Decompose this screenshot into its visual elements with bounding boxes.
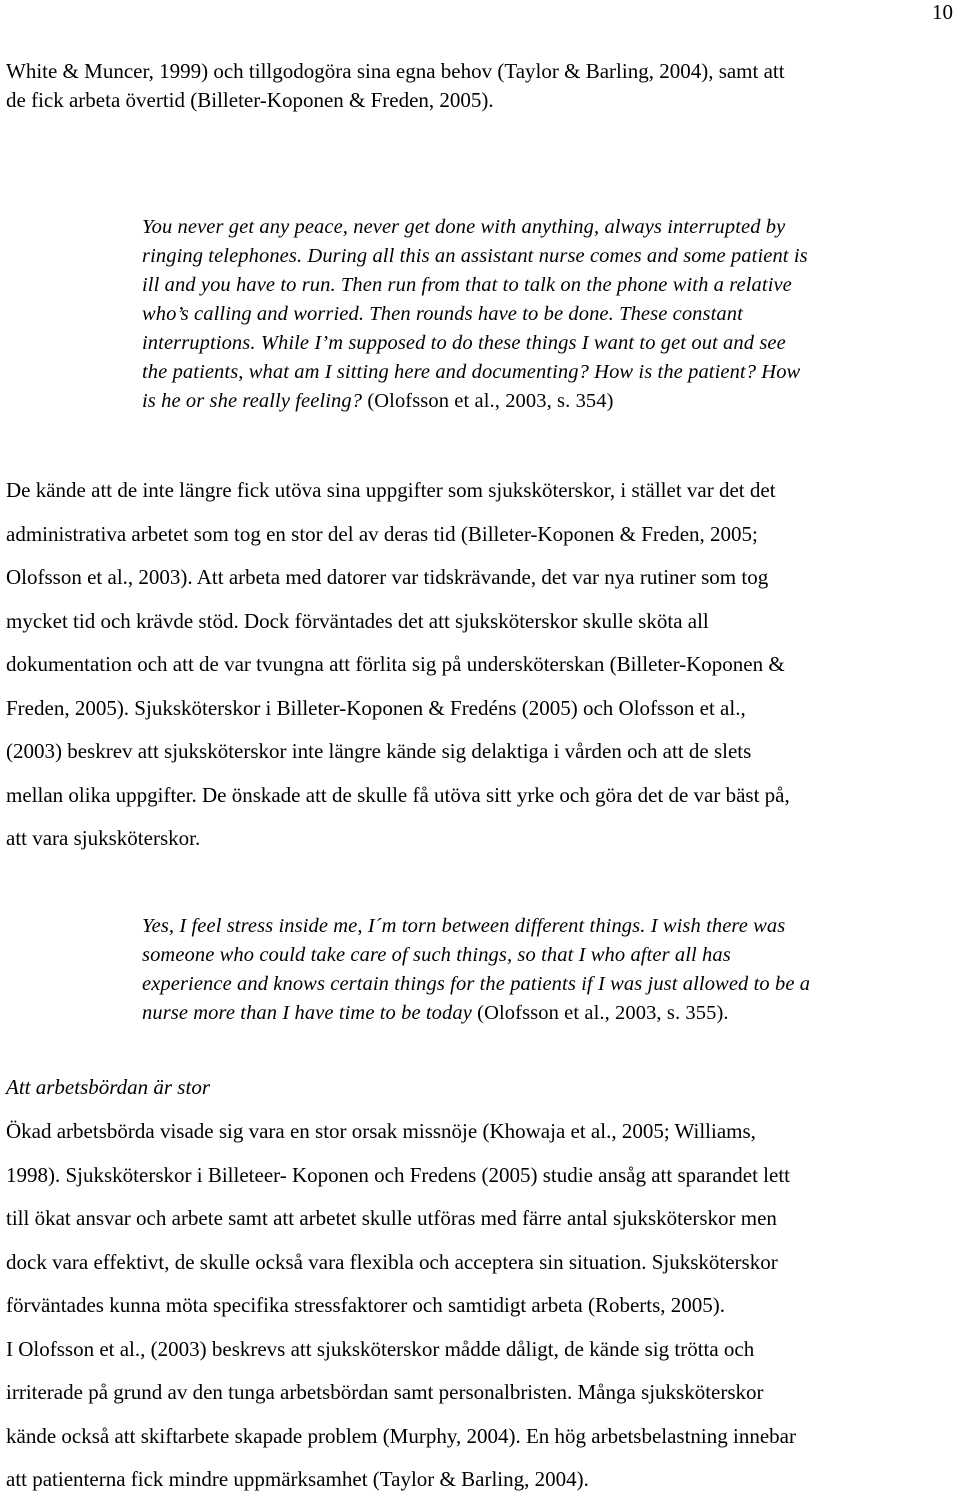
text-line: 1998). Sjuksköterskor i Billeteer- Koponen och Fredens (2005) studie ansåg att sparandet lett (6, 1162, 790, 1187)
quote-line: the patients, what am I sitting here and documenting? How is the patient? How (142, 361, 801, 383)
quote-last-line (142, 387, 958, 416)
page-number: 10 (932, 0, 953, 24)
body-paragraph-2 (6, 1110, 956, 1502)
quote-line: ringing telephones. During all this an assistant nurse comes and some patient is (142, 245, 808, 267)
text-line: förväntades kunna möta specifika stressfaktorer och samtidigt arbeta (Roberts, 2005). (6, 1293, 726, 1317)
body-paragraph-1 (6, 469, 956, 861)
text-line: Freden, 2005). Sjuksköterskor i Billeter-Koponen & Fredéns (2005) och Olofsson et al., (6, 695, 746, 720)
intro-paragraph (6, 57, 956, 115)
quote-line: experience and knows certain things for the patients if I was just allowed to be a (142, 973, 811, 995)
quote-line: interruptions. While I’m supposed to do these things I want to get out and see (142, 332, 786, 354)
text-line: Olofsson et al., 2003). Att arbeta med datorer var tidskrävande, det var nya rutiner som tog (6, 565, 769, 589)
text-line: White & Muncer, 1999) och tillgodogöra sina egna behov (Taylor & Barling, 2004), samt att (6, 59, 785, 83)
text-line: De kände att de inte längre fick utöva sina uppgifter som sjuksköterskor, i stället var det det (6, 478, 776, 502)
text-line: till ökat ansvar och arbete samt att arbetet skulle utföras med färre antal sjuksköterskor men (6, 1206, 777, 1230)
text-line: mycket tid och krävde stöd. Dock förväntades det att sjuksköterskor skulle sköta all (6, 608, 709, 633)
quote-citation: (Olofsson et al., 2003, s. 355). (471, 1002, 729, 1024)
quote-last-line (142, 999, 958, 1028)
section-heading: Att arbetsbördan är stor (6, 1075, 210, 1099)
text-line: (2003) beskrev att sjuksköterskor inte längre kände sig delaktiga i vården och att de slets (6, 739, 752, 763)
text-line: att vara sjuksköterskor. (6, 826, 201, 850)
text-line: att patienterna fick mindre uppmärksamhet (Taylor & Barling, 2004). (6, 1467, 589, 1491)
quote-line: Yes, I feel stress inside me, I´m torn between different things. I wish there was (142, 915, 786, 937)
text-line: kände också att skiftarbete skapade problem (Murphy, 2004). En hög arbetsbelastning innebar (6, 1423, 796, 1448)
quote-italic-text: is he or she really feeling? (142, 390, 363, 412)
text-line: I Olofsson et al., (2003) beskrevs att sjuksköterskor mådde dåligt, de kände sig trötta och (6, 1336, 755, 1361)
text-line: de fick arbeta övertid (Billeter-Koponen & Freden, 2005). (6, 88, 494, 112)
quote-line: ill and you have to run. Then run from that to talk on the phone with a relative (142, 274, 792, 296)
quote-line: someone who could take care of such things, so that I who after all has (142, 944, 731, 966)
block-quote-1 (142, 213, 958, 416)
quote-citation: (Olofsson et al., 2003, s. 354) (362, 390, 614, 412)
text-line: dokumentation och att de var tvungna att förlita sig på undersköterskan (Billeter-Koponen & (6, 652, 785, 676)
text-line: dock vara effektivt, de skulle också vara flexibla och acceptera sin situation. Sjuksköterskor (6, 1249, 778, 1274)
quote-italic-text: nurse more than I have time to be today (142, 1002, 472, 1024)
text-line: administrativa arbetet som tog en stor del av deras tid (Billeter-Koponen & Freden, 2005; (6, 521, 758, 546)
text-line: Ökad arbetsbörda visade sig vara en stor orsak missnöje (Khowaja et al., 2005; Williams, (6, 1119, 756, 1143)
quote-line: who’s calling and worried. Then rounds have to be done. These constant (142, 303, 743, 325)
text-line: irriterade på grund av den tunga arbetsbördan samt personalbristen. Många sjuksköterskor (6, 1380, 764, 1404)
text-line: mellan olika uppgifter. De önskade att de skulle få utöva sitt yrke och göra det de var bäst på, (6, 782, 790, 807)
quote-line: You never get any peace, never get done with anything, always interrupted by (142, 216, 786, 238)
block-quote-2 (142, 912, 958, 1028)
